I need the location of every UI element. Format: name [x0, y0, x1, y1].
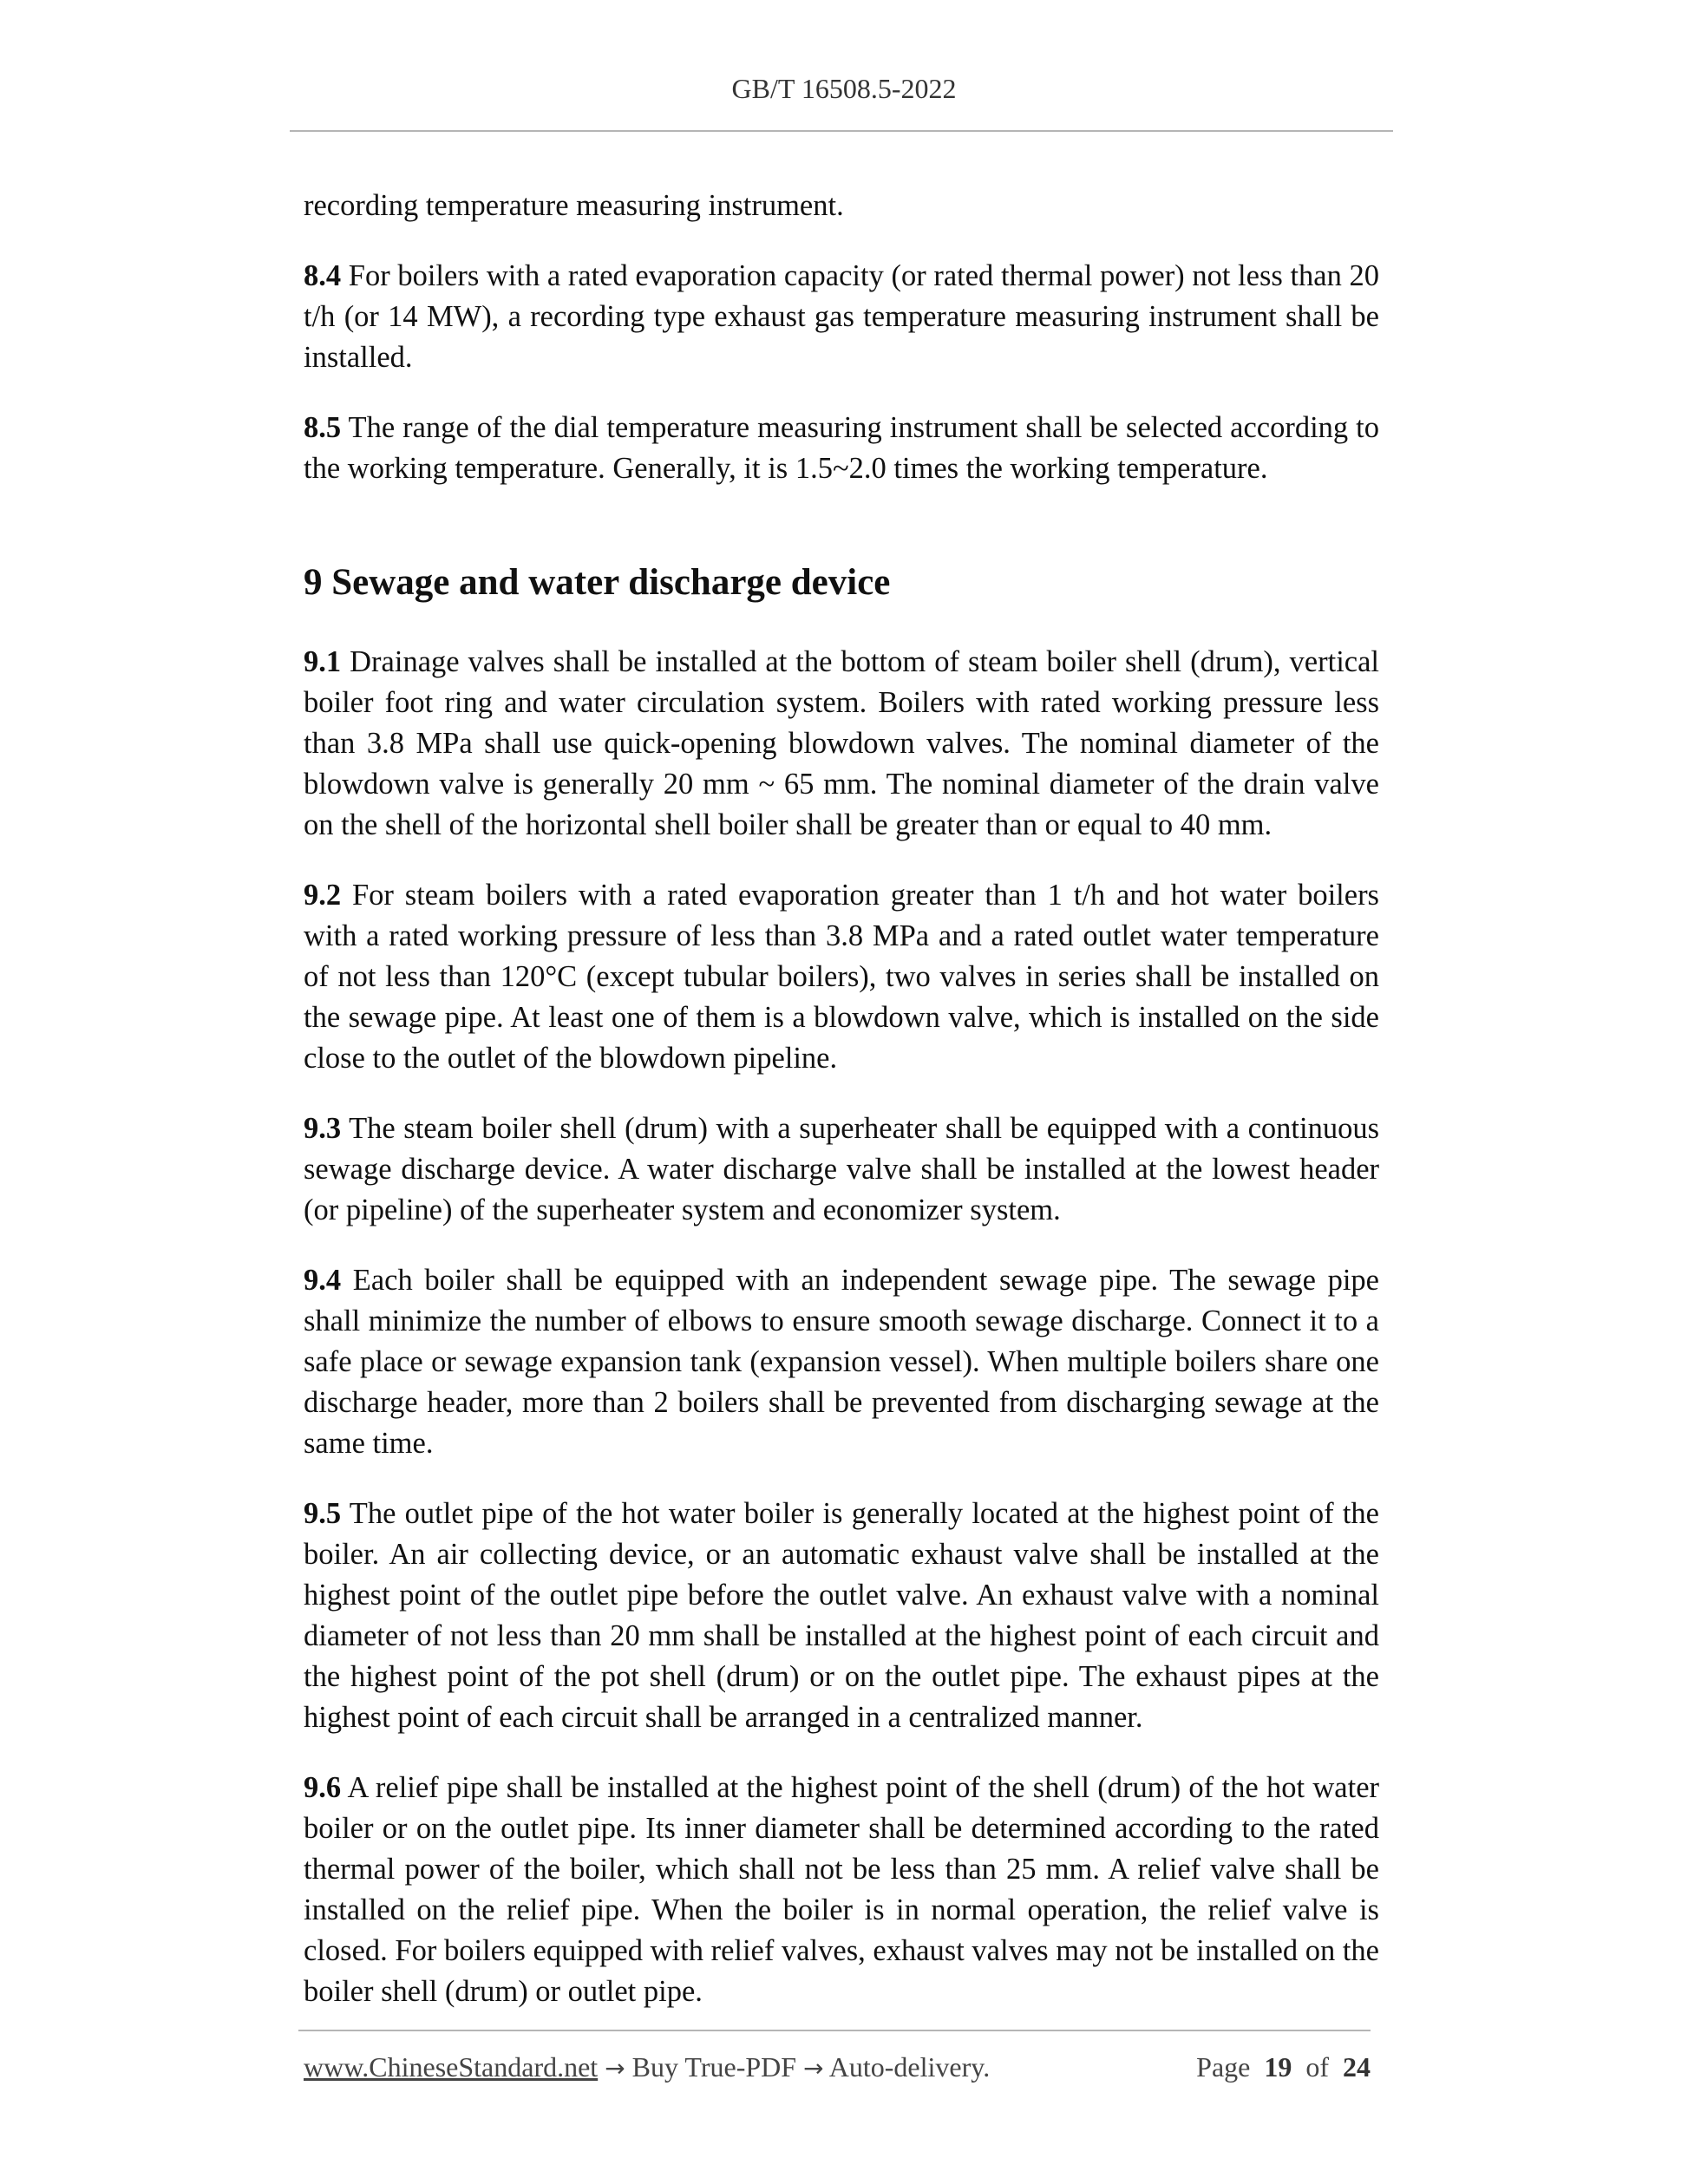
clause-9-2 — [304, 875, 1379, 1079]
clause-9-1 — [304, 642, 1379, 846]
header-divider — [290, 130, 1393, 132]
page-indicator — [1196, 2047, 1371, 2087]
clause-number: 9.4 — [304, 1264, 342, 1297]
clause-text: For steam boilers with a rated evaporation greater than 1 t/h and hot water boilers with a rated working pressure of less than 3.8 MPa and a rated outlet water temperature of not less than 120°C (except tubular boilers), two valves in series shall be installed on the sewage pipe. At least one of them is a blowdown valve, which is installed on the side close to the outlet of the blowdown pipeline. — [304, 879, 1379, 1075]
buy-text: Buy True-PDF — [625, 2051, 804, 2083]
footer-promo — [304, 2047, 990, 2089]
clause-9-6 — [304, 1768, 1379, 2012]
clause-9-4 — [304, 1260, 1379, 1464]
auto-delivery-text: Auto-delivery. — [823, 2051, 991, 2083]
clause-8-4 — [304, 256, 1379, 378]
clause-text: For boilers with a rated evaporation capacity (or rated thermal power) not less than 20 t/h (or 14 MW), a recording type exhaust gas temperature measuring instrument shall be installed. — [304, 259, 1379, 374]
clause-8-5 — [304, 408, 1379, 489]
clause-number: 9.1 — [304, 645, 342, 678]
page-label: Page — [1196, 2051, 1251, 2083]
clause-text: Each boiler shall be equipped with an independent sewage pipe. The sewage pipe shall minimize the number of elbows to ensure smooth sewage discharge. Connect it to a safe place or sewage expansion tank (expansion vessel). When multiple boilers share one discharge header, more than 2 boilers shall be prevented from discharging sewage at the same time. — [304, 1264, 1379, 1460]
arrow-right-icon: → — [803, 2054, 824, 2083]
clause-text: The steam boiler shell (drum) with a superheater shall be equipped with a continuous sewage discharge device. A water discharge valve shall be installed at the lowest header (or pipeline) of the superheater system and economizer system. — [304, 1112, 1379, 1226]
clause-text: The range of the dial temperature measuring instrument shall be selected according to the working temperature. Generally, it is 1.5~2.0 times the working temperature. — [304, 411, 1379, 485]
clause-number: 8.4 — [304, 259, 342, 292]
page-of-label: of — [1305, 2051, 1329, 2083]
website-link[interactable]: www.ChineseStandard.net — [304, 2051, 599, 2083]
arrow-right-icon: → — [605, 2054, 625, 2083]
clause-number: 8.5 — [304, 411, 342, 444]
clause-9-3 — [304, 1108, 1379, 1231]
clause-text: The outlet pipe of the hot water boiler is generally located at the highest point of the boiler. An air collecting device, or an automatic exhaust valve shall be installed at the highest point of the outlet pipe before the outlet valve. An exhaust valve with a nominal diameter of not less than 20 mm shall be installed at the highest point of each circuit and the highest point of the pot shell (drum) or on the outlet pipe. The exhaust pipes at the highest point of each circuit shall be arranged in a centralized manner. — [304, 1497, 1379, 1734]
clause-number: 9.5 — [304, 1497, 342, 1530]
clause-number: 9.2 — [304, 879, 342, 912]
page-total: 24 — [1343, 2051, 1371, 2083]
clause-text: Drainage valves shall be installed at the bottom of steam boiler shell (drum), vertical boiler foot ring and water circulation system. Boilers with rated working pressure less than 3.8 MPa shall use quick-opening blowdown valves. The nominal diameter of the blowdown valve is generally 20 mm ~ 65 mm. The nominal diameter of the drain valve on the shell of the horizontal shell boiler shall be greater than or equal to 40 mm. — [304, 645, 1379, 841]
section-heading-9: 9 Sewage and water discharge device — [304, 562, 891, 603]
clause-number: 9.3 — [304, 1112, 342, 1145]
page-current: 19 — [1264, 2051, 1292, 2083]
footer-divider — [298, 2030, 1371, 2031]
document-header: GB/T 16508.5-2022 — [731, 73, 957, 104]
intro-line: recording temperature measuring instrument. — [304, 189, 844, 222]
clause-number: 9.6 — [304, 1771, 342, 1804]
clause-text: A relief pipe shall be installed at the highest point of the shell (drum) of the hot water boiler or on the outlet pipe. Its inner diameter shall be determined according to the rated thermal power of the boiler, which shall not be less than 25 mm. A relief valve shall be installed on the relief pipe. When the boiler is in normal operation, the relief valve is closed. For boilers equipped with relief valves, exhaust valves may not be installed on the boiler shell (drum) or outlet pipe. — [304, 1771, 1379, 2008]
document-body — [304, 186, 1379, 2042]
clause-9-5 — [304, 1494, 1379, 1738]
